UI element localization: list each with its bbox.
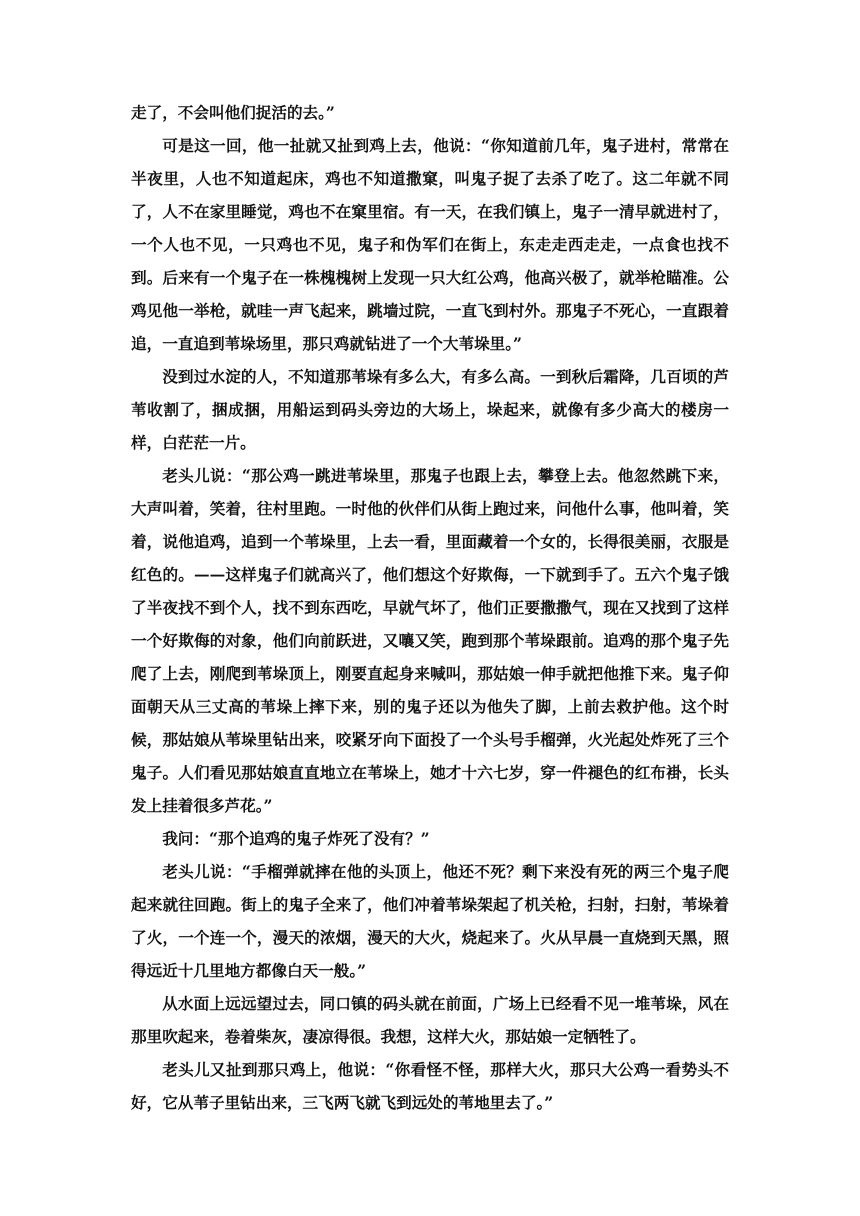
paragraph-6: 老头儿说：“手榴弹就摔在他的头顶上，他还不死？剩下来没有死的两三个鬼子爬起来就往回跑。街上的鬼子全来了，他们冲着苇垛架起了机关枪，扫射，扫射，苇垛着了火，一个连一个，漫天的浓烟，漫天的大火，烧起来了。火从早晨一直烧到天黑，照得远近十几里地方都像白天一般。” [131, 862, 729, 980]
paragraph-8: 老头儿又扯到那只鸡上，他说：“你看怪不怪，那样大火，那只大公鸡一看势头不好，它从苇子里钻出来，三飞两飞就飞到远处的苇地里去了。” [131, 1060, 729, 1112]
paragraph-5: 我问：“那个追鸡的鬼子炸死了没有？” [162, 829, 430, 848]
paragraph-7: 从水面上远远望过去，同口镇的码头就在前面，广场上已经看不见一堆苇垛，风在那里吹起来，卷着柴灰，凄凉得很。我想，这样大火，那姑娘一定牺牲了。 [131, 994, 729, 1046]
article-body [131, 96, 729, 1119]
paragraph-1: 走了，不会叫他们捉活的去。” [131, 103, 335, 122]
paragraph-3: 没到过水淀的人，不知道那苇垛有多么大，有多么高。一到秋后霜降，几百顷的芦苇收割了，捆成捆，用船运到码头旁边的大场上，垛起来，就像有多少高大的楼房一样，白茫茫一片。 [131, 367, 729, 452]
paragraph-2: 可是这一回，他一扯就又扯到鸡上去，他说：“你知道前几年，鬼子进村，常常在半夜里，人也不知道起床，鸡也不知道撒窠，叫鬼子捉了去杀了吃了。这二年就不同了，人不在家里睡觉，鸡也不在窠里宿。有一天，在我们镇上，鬼子一清早就进村了，一个人也不见，一只鸡也不见，鬼子和伪军们在街上，东走走西走走，一点食也找不到。后来有一个鬼子在一株槐槐树上发现一只大红公鸡，他高兴极了，就举枪瞄准。公鸡见他一举枪，就哇一声飞起来，跳墙过院，一直飞到村外。那鬼子不死心，一直跟着追，一直追到苇垛场里，那只鸡就钻进了一个大苇垛里。” [131, 136, 729, 353]
paragraph-4: 老头儿说：“那公鸡一跳进苇垛里，那鬼子也跟上去，攀登上去。他忽然跳下来，大声叫着，笑着，往村里跑。一时他的伙伴们从街上跑过来，问他什么事，他叫着，笑着，说他追鸡，追到一个苇垛里，上去一看，里面藏着一个女的，长得很美丽，衣服是红色的。——这样鬼子们就高兴了，他们想这个好欺侮，一下就到手了。五六个鬼子饿了半夜找不到个人，找不到东西吃，早就气坏了，他们正要撒撒气，现在又找到了这样一个好欺侮的对象，他们向前跃进，又嚷又笑，跑到那个苇垛跟前。追鸡的那个鬼子先爬了上去，刚爬到苇垛顶上，刚要直起身来喊叫，那姑娘一伸手就把他推下来。鬼子仰面朝天从三丈高的苇垛上摔下来，别的鬼子还以为他失了脚，上前去救护他。这个时候，那姑娘从苇垛里钻出来，咬紧牙向下面投了一个头号手榴弹，火光起处炸死了三个鬼子。人们看见那姑娘直直地立在苇垛上，她才十六七岁，穿一件褪色的红布褂，长头发上挂着很多芦花。” [131, 466, 729, 815]
